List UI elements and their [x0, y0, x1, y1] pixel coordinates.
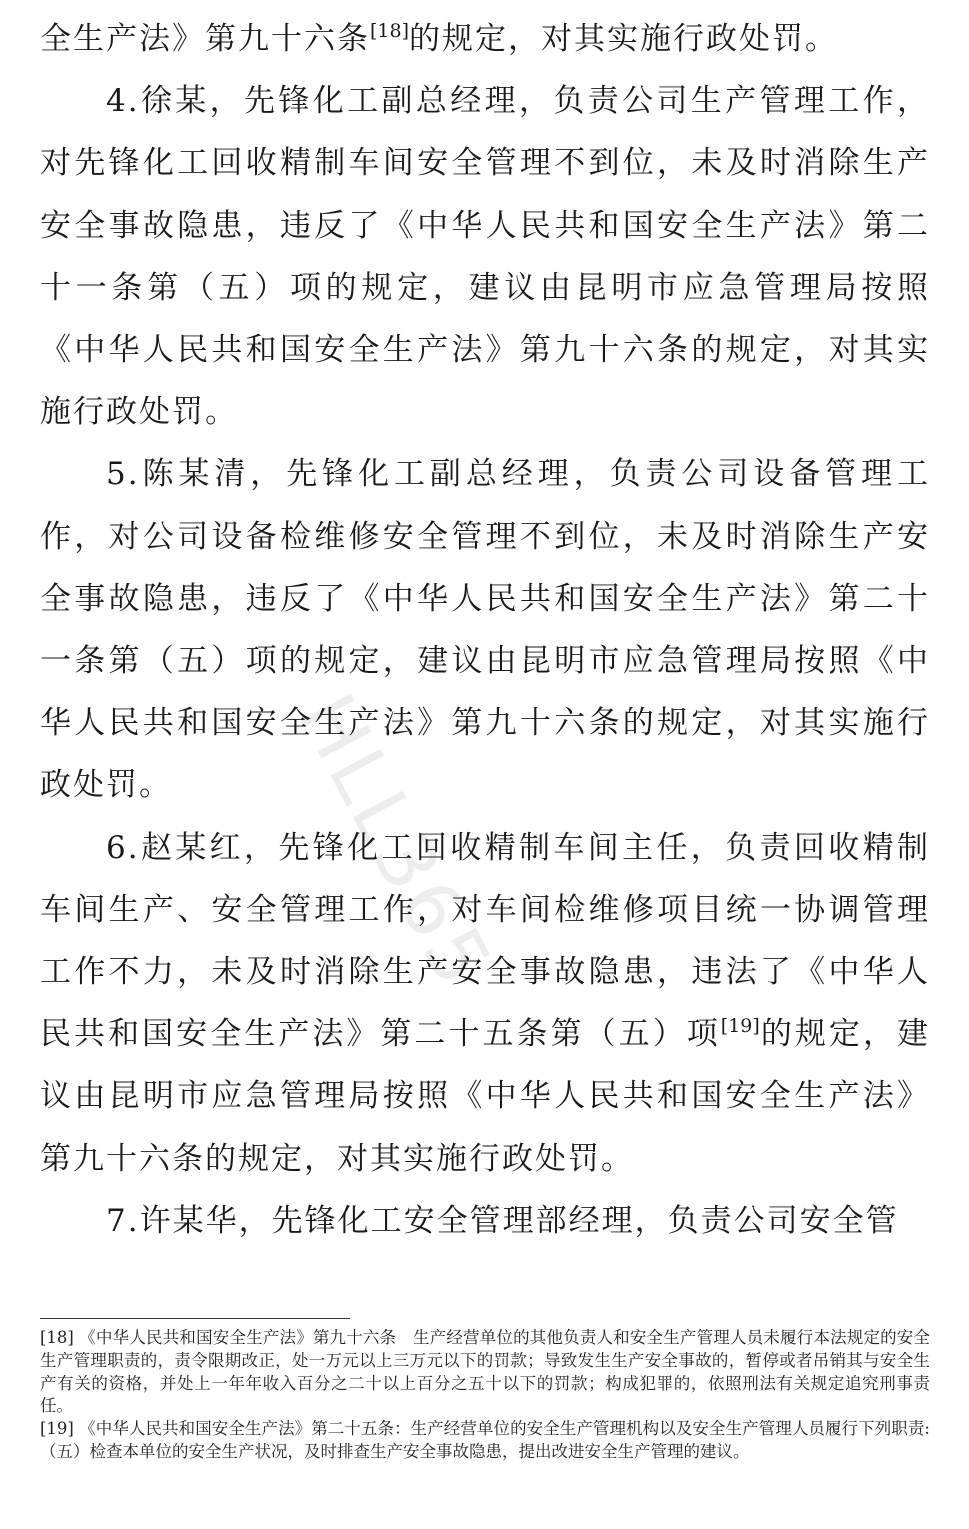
footnote-ref-19[interactable]: [19] [720, 1015, 760, 1038]
paragraph-text: 4.徐某，先锋化工副总经理，负责公司生产管理工作，对先锋化工回收精制车间安全管理不到位，未及时消除生产安全事故隐患，违反了《中华人民共和国安全生产法》第二十一条第（五）项的规定，建议由昆明市应急管理局按照《中华人民共和国安全生产法》第九十六条的规定，对其实施行政处罚。 [40, 83, 930, 431]
footnote-19: [19] 《中华人民共和国安全生产法》第二十五条：生产经营单位的安全生产管理机构以及安全生产管理人员履行下列职责:（五）检查本单位的安全生产状况，及时排查生产安全事故隐患，提出改进安全生产管理的建议。 [40, 1419, 930, 1461]
paragraph-text: 7.许某华，先锋化工安全管理部经理，负责公司安全管 [106, 1202, 899, 1239]
paragraph-text: 6.赵某红，先锋化工回收精制车间主任，负责回收精制车间生产、安全管理工作，对车间检维修项目统一协调管理工作不力，未及时消除生产安全事故隐患，违法了《中华人民共和国安全生产法》第二十五条第（五）项 [40, 829, 930, 1053]
body-text [40, 8, 930, 1252]
paragraph-item-6 [40, 817, 930, 1190]
paragraph-text: 5.陈某清，先锋化工副总经理，负责公司设备管理工作，对公司设备检维修安全管理不到位，未及时消除生产安全事故隐患，违反了《中华人民共和国安全生产法》第二十一条第（五）项的规定，建议由昆明市应急管理局按照《中华人民共和国安全生产法》第九十六条的规定，对其实施行政处罚。 [40, 456, 930, 804]
footnote-ref-18[interactable]: [18] [370, 20, 410, 42]
footnote-18: [18] 《中华人民共和国安全生产法》第九十六条 生产经营单位的其他负责人和安全生产管理人员未履行本法规定的安全生产管理职责的，责令限期改正，处一万元以上三万元以下的罚款；导致发生生产安全事故的，暂停或者吊销其与安全生产有关的资格，并处上一年年收入百分之二十以上百分之五十以下的罚款；构成犯罪的，依照刑法有关规定追究刑事责任。 [40, 1328, 930, 1416]
watermark: HLL365 [280, 680, 510, 1004]
footnote-divider [40, 1318, 350, 1319]
paragraph-item-7 [40, 1190, 930, 1252]
paragraph-continuation [40, 8, 930, 70]
footnotes [40, 1327, 930, 1464]
paragraph-item-4 [40, 70, 930, 443]
paragraph-item-5 [40, 443, 930, 816]
paragraph-text: 的规定，对其实施行政处罚。 [409, 21, 839, 57]
paragraph-text: 的规定，建议由昆明市应急管理局按照《中华人民共和国安全生产法》第九十六条的规定，对其实施行政处罚。 [40, 1016, 931, 1177]
paragraph-text: 全生产法》第九十六条 [40, 21, 370, 57]
